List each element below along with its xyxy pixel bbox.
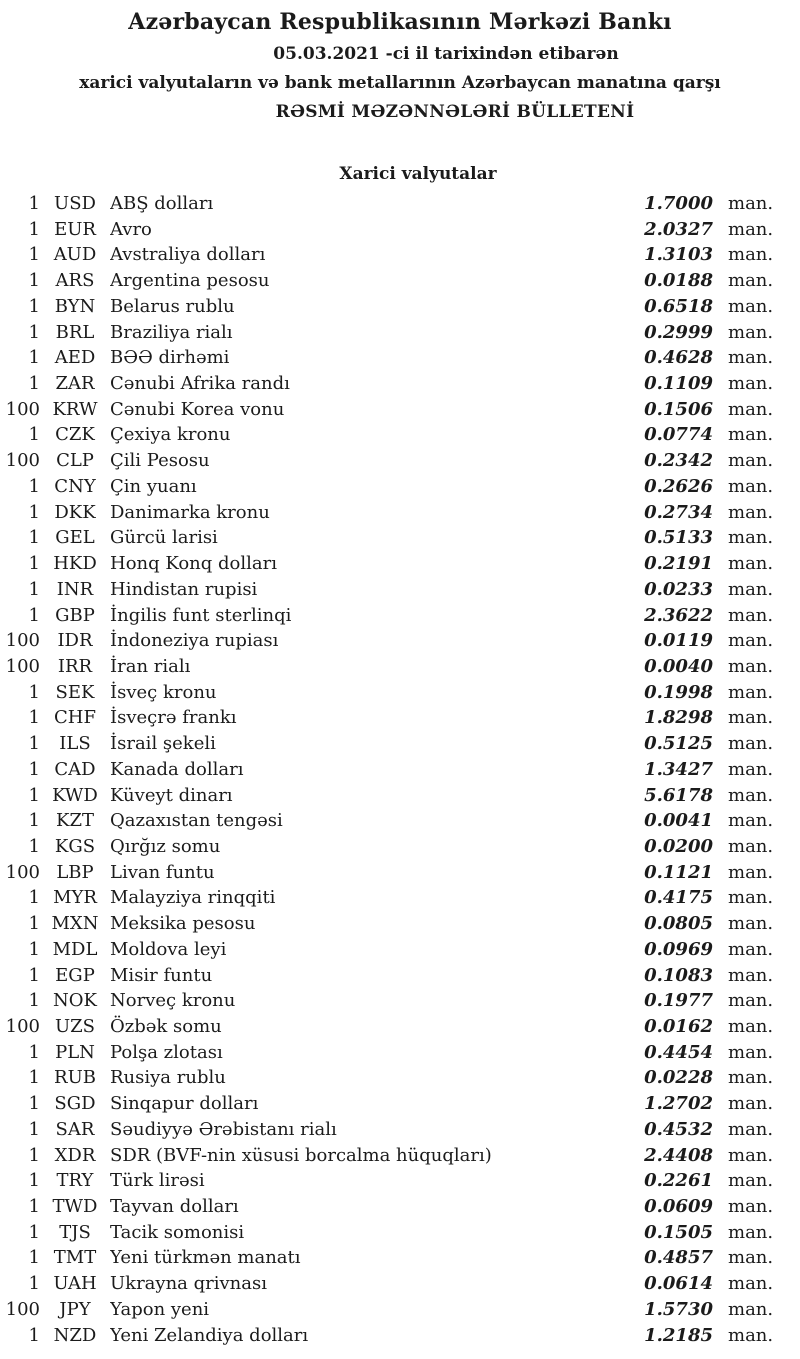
currency-code: MDL xyxy=(52,938,98,960)
exchange-rate: 0.0609 xyxy=(644,1196,713,1218)
nominal-amount: 1 xyxy=(28,475,40,497)
section-title-foreign-currencies: Xarici valyutalar xyxy=(339,164,497,184)
exchange-rate: 0.6518 xyxy=(644,295,713,317)
nominal-amount: 100 xyxy=(5,1298,40,1320)
currency-code: XDR xyxy=(54,1144,96,1166)
unit-label: man. xyxy=(728,450,774,472)
currency-name: Malayziya rinqqiti xyxy=(110,887,276,909)
nominal-amount: 1 xyxy=(28,1093,40,1115)
currency-name: Norveç kronu xyxy=(110,990,236,1012)
unit-label: man. xyxy=(728,1196,774,1218)
currency-row xyxy=(0,242,772,268)
nominal-amount: 1 xyxy=(28,1273,40,1295)
currency-name: İndoneziya rupiası xyxy=(110,630,279,652)
unit-label: man. xyxy=(728,1324,774,1346)
currency-code: IRR xyxy=(57,655,93,677)
currency-code: BYN xyxy=(54,295,96,317)
unit-label: man. xyxy=(728,938,774,960)
exchange-rate: 0.2626 xyxy=(644,475,713,497)
currency-row xyxy=(0,448,772,474)
nominal-amount: 1 xyxy=(28,347,40,369)
currency-row xyxy=(0,268,772,294)
bank-title: Azərbaycan Respublikasının Mərkəzi Bankı xyxy=(128,9,672,35)
exchange-rate: 0.2999 xyxy=(644,321,713,343)
nominal-amount: 1 xyxy=(28,835,40,857)
currency-code: TMT xyxy=(53,1247,97,1269)
currency-row xyxy=(0,1194,772,1220)
exchange-rate: 0.2342 xyxy=(644,450,713,472)
exchange-rate: 0.1998 xyxy=(644,681,713,703)
nominal-amount: 1 xyxy=(28,270,40,292)
currency-code: USD xyxy=(54,193,96,214)
exchange-rate: 0.4454 xyxy=(644,1041,713,1063)
nominal-amount: 1 xyxy=(28,1221,40,1243)
currency-row xyxy=(0,1040,772,1066)
unit-label: man. xyxy=(728,913,774,935)
currency-name: Argentina pesosu xyxy=(110,270,270,292)
currency-name: Çili Pesosu xyxy=(110,450,210,472)
unit-label: man. xyxy=(728,424,774,446)
currency-code: EGP xyxy=(55,964,95,986)
unit-label: man. xyxy=(728,373,774,395)
exchange-rate: 0.1506 xyxy=(644,398,713,420)
nominal-amount: 1 xyxy=(28,964,40,986)
exchange-rate: 2.4408 xyxy=(644,1144,713,1166)
exchange-rate: 1.8298 xyxy=(644,707,713,729)
rates-table xyxy=(0,191,772,1348)
unit-label: man. xyxy=(728,398,774,420)
currency-name: Danimarka kronu xyxy=(110,501,270,523)
currency-code: AUD xyxy=(53,244,97,266)
currency-name: Honq Konq dolları xyxy=(110,553,277,575)
currency-name: İran rialı xyxy=(110,655,191,677)
currency-code: SAR xyxy=(55,1118,95,1140)
currency-name: Səudiyyə Ərəbistanı rialı xyxy=(110,1118,337,1140)
unit-label: man. xyxy=(728,321,774,343)
currency-name: Sinqapur dolları xyxy=(110,1093,259,1115)
currency-row xyxy=(0,1245,772,1271)
exchange-rate: 0.4628 xyxy=(644,347,713,369)
currency-code: BRL xyxy=(55,321,95,343)
unit-label: man. xyxy=(728,1221,774,1243)
currency-name: Gürcü larisi xyxy=(110,527,218,549)
currency-code: ARS xyxy=(55,270,95,292)
nominal-amount: 1 xyxy=(28,321,40,343)
nominal-amount: 1 xyxy=(28,784,40,806)
currency-code: SEK xyxy=(55,681,95,703)
currency-name: İsveç kronu xyxy=(110,681,217,703)
currency-name: BƏƏ dirhəmi xyxy=(110,347,230,369)
currency-row xyxy=(0,937,772,963)
currency-row xyxy=(0,422,772,448)
exchange-rate: 0.0233 xyxy=(644,578,713,600)
nominal-amount: 1 xyxy=(28,1144,40,1166)
bulletin-header xyxy=(0,0,800,123)
currency-name: Türk lirəsi xyxy=(110,1170,205,1192)
currency-code: MXN xyxy=(51,913,99,935)
currency-row xyxy=(0,294,772,320)
currency-row xyxy=(0,1220,772,1246)
currency-code: CHF xyxy=(54,707,96,729)
nominal-amount: 1 xyxy=(28,990,40,1012)
unit-label: man. xyxy=(728,835,774,857)
currency-code: MYR xyxy=(53,887,97,909)
bulletin-title: RƏSMİ MƏZƏNNƏLƏRİ BÜLLETENİ xyxy=(275,102,635,122)
currency-row xyxy=(0,757,772,783)
nominal-amount: 1 xyxy=(28,604,40,626)
unit-label: man. xyxy=(728,707,774,729)
nominal-amount: 1 xyxy=(28,913,40,935)
exchange-rate: 0.0200 xyxy=(644,835,713,857)
nominal-amount: 100 xyxy=(5,630,40,652)
currency-row xyxy=(0,1271,772,1297)
currency-code: HKD xyxy=(53,553,97,575)
currency-code: KZT xyxy=(56,810,94,832)
unit-label: man. xyxy=(728,655,774,677)
currency-row xyxy=(0,834,772,860)
currency-name: Moldova leyi xyxy=(110,938,227,960)
currency-row xyxy=(0,577,772,603)
exchange-rate: 0.2261 xyxy=(644,1170,713,1192)
currency-name: Yapon yeni xyxy=(110,1298,210,1320)
unit-label: man. xyxy=(728,218,774,240)
exchange-rate: 0.0041 xyxy=(644,810,713,832)
exchange-rate: 1.2702 xyxy=(644,1093,713,1115)
currency-row xyxy=(0,474,772,500)
currency-name: Avstraliya dolları xyxy=(110,244,266,266)
currency-code: KWD xyxy=(52,784,98,806)
currency-name: Polşa zlotası xyxy=(110,1041,223,1063)
currency-name: Meksika pesosu xyxy=(110,913,256,935)
unit-label: man. xyxy=(728,578,774,600)
exchange-rate: 0.1109 xyxy=(644,373,713,395)
currency-row xyxy=(0,731,772,757)
currency-name: Avro xyxy=(110,218,152,240)
exchange-rate: 1.3103 xyxy=(644,244,713,266)
nominal-amount: 1 xyxy=(28,218,40,240)
exchange-rate: 0.5133 xyxy=(644,527,713,549)
currency-name: Hindistan rupisi xyxy=(110,578,258,600)
currency-code: GEL xyxy=(55,527,95,549)
currency-row xyxy=(0,1117,772,1143)
currency-row xyxy=(0,680,772,706)
exchange-rate: 5.6178 xyxy=(644,784,713,806)
nominal-amount: 1 xyxy=(28,887,40,909)
currency-name: SDR (BVF-nin xüsusi borcalma hüquqları) xyxy=(110,1144,492,1166)
unit-label: man. xyxy=(728,733,774,755)
exchange-rate: 0.0969 xyxy=(644,938,713,960)
exchange-rate: 0.0119 xyxy=(644,630,713,652)
exchange-rate: 0.2734 xyxy=(644,501,713,523)
currency-row xyxy=(0,963,772,989)
nominal-amount: 1 xyxy=(28,295,40,317)
currency-row xyxy=(0,911,772,937)
currency-name: İngilis funt sterlinqi xyxy=(110,604,292,626)
currency-name: ABŞ dolları xyxy=(110,193,214,214)
nominal-amount: 1 xyxy=(28,578,40,600)
nominal-amount: 1 xyxy=(28,1118,40,1140)
currency-code: JPY xyxy=(59,1298,91,1320)
nominal-amount: 1 xyxy=(28,810,40,832)
nominal-amount: 1 xyxy=(28,1247,40,1269)
unit-label: man. xyxy=(728,964,774,986)
exchange-rate: 2.3622 xyxy=(644,604,713,626)
nominal-amount: 1 xyxy=(28,681,40,703)
currency-code: LBP xyxy=(56,861,94,883)
unit-label: man. xyxy=(728,1298,774,1320)
currency-row xyxy=(0,320,772,346)
currency-name: Yeni türkmən manatı xyxy=(110,1247,301,1269)
exchange-rate: 0.5125 xyxy=(644,733,713,755)
currency-row xyxy=(0,808,772,834)
unit-label: man. xyxy=(728,1247,774,1269)
exchange-rate: 0.4857 xyxy=(644,1247,713,1269)
currency-code: EUR xyxy=(54,218,96,240)
currency-row xyxy=(0,1297,772,1323)
currency-row xyxy=(0,500,772,526)
unit-label: man. xyxy=(728,295,774,317)
currency-name: Özbək somu xyxy=(110,1016,222,1037)
exchange-rate: 0.0188 xyxy=(644,270,713,292)
currency-row xyxy=(0,885,772,911)
nominal-amount: 1 xyxy=(28,1170,40,1192)
currency-name: Ukrayna qrivnası xyxy=(110,1273,267,1295)
exchange-rate: 0.1083 xyxy=(644,964,713,986)
currency-row xyxy=(0,1143,772,1169)
unit-label: man. xyxy=(728,193,774,214)
nominal-amount: 1 xyxy=(28,1041,40,1063)
currency-name: Rusiya rublu xyxy=(110,1067,226,1089)
currency-name: Küveyt dinarı xyxy=(110,784,233,806)
currency-row xyxy=(0,603,772,629)
currency-code: TJS xyxy=(59,1221,91,1243)
currency-row xyxy=(0,525,772,551)
currency-code: PLN xyxy=(55,1041,95,1063)
currency-name: Braziliya rialı xyxy=(110,321,233,343)
exchange-rate: 0.4175 xyxy=(644,887,713,909)
unit-label: man. xyxy=(728,681,774,703)
nominal-amount: 100 xyxy=(5,861,40,883)
unit-label: man. xyxy=(728,1016,774,1037)
currency-code: CZK xyxy=(55,424,95,446)
currency-name: Çexiya kronu xyxy=(110,424,231,446)
nominal-amount: 1 xyxy=(28,1067,40,1089)
exchange-rate: 0.1977 xyxy=(644,990,713,1012)
currency-row xyxy=(0,705,772,731)
currency-row xyxy=(0,988,772,1014)
currency-row xyxy=(0,191,772,217)
currency-name: İsrail şekeli xyxy=(110,733,216,755)
currency-row xyxy=(0,860,772,886)
currency-row xyxy=(0,783,772,809)
currency-row xyxy=(0,1323,772,1349)
currency-code: IDR xyxy=(57,630,93,652)
currency-code: AED xyxy=(54,347,96,369)
exchange-rate: 0.0614 xyxy=(644,1273,713,1295)
nominal-amount: 100 xyxy=(5,450,40,472)
currency-row xyxy=(0,628,772,654)
unit-label: man. xyxy=(728,527,774,549)
currency-row xyxy=(0,1168,772,1194)
currency-code: TWD xyxy=(52,1196,98,1218)
currency-code: DKK xyxy=(54,501,96,523)
nominal-amount: 1 xyxy=(28,373,40,395)
exchange-rate: 1.7000 xyxy=(644,193,713,214)
exchange-rate: 0.0162 xyxy=(644,1016,713,1037)
unit-label: man. xyxy=(728,270,774,292)
unit-label: man. xyxy=(728,475,774,497)
unit-label: man. xyxy=(728,784,774,806)
currency-row xyxy=(0,551,772,577)
nominal-amount: 1 xyxy=(28,758,40,780)
exchange-rate: 1.5730 xyxy=(644,1298,713,1320)
currency-name: Belarus rublu xyxy=(110,295,235,317)
unit-label: man. xyxy=(728,1067,774,1089)
exchange-rate: 0.0040 xyxy=(644,655,713,677)
unit-label: man. xyxy=(728,990,774,1012)
unit-label: man. xyxy=(728,1273,774,1295)
currency-name: Tacik somonisi xyxy=(110,1221,245,1243)
exchange-rate: 0.1505 xyxy=(644,1221,713,1243)
nominal-amount: 1 xyxy=(28,1196,40,1218)
currency-row xyxy=(0,1065,772,1091)
nominal-amount: 1 xyxy=(28,707,40,729)
effective-date-line: 05.03.2021 -ci il tarixindən etibarən xyxy=(273,44,619,64)
currency-name: Misir funtu xyxy=(110,964,213,986)
currency-name: Tayvan dolları xyxy=(110,1196,239,1218)
currency-name: Qazaxıstan tengəsi xyxy=(110,810,283,832)
currency-row xyxy=(0,654,772,680)
exchange-rate: 1.3427 xyxy=(644,758,713,780)
unit-label: man. xyxy=(728,244,774,266)
unit-label: man. xyxy=(728,347,774,369)
currency-name: İsveçrə frankı xyxy=(110,707,237,729)
unit-label: man. xyxy=(728,630,774,652)
currency-row xyxy=(0,1014,772,1040)
currency-code: CAD xyxy=(54,758,96,780)
currency-code: KGS xyxy=(54,835,96,857)
nominal-amount: 1 xyxy=(28,244,40,266)
exchange-rate: 0.1121 xyxy=(644,861,713,883)
exchange-rate: 0.0805 xyxy=(644,913,713,935)
currency-name: Qırğız somu xyxy=(110,835,221,857)
unit-label: man. xyxy=(728,810,774,832)
currency-name: Kanada dolları xyxy=(110,758,244,780)
currency-row xyxy=(0,345,772,371)
currency-code: CLP xyxy=(56,450,94,472)
currency-row xyxy=(0,397,772,423)
currency-row xyxy=(0,217,772,243)
nominal-amount: 1 xyxy=(28,938,40,960)
nominal-amount: 1 xyxy=(28,733,40,755)
unit-label: man. xyxy=(728,604,774,626)
unit-label: man. xyxy=(728,501,774,523)
exchange-rate: 0.0774 xyxy=(644,424,713,446)
currency-code: GBP xyxy=(55,604,95,626)
unit-label: man. xyxy=(728,1144,774,1166)
nominal-amount: 100 xyxy=(5,655,40,677)
currency-code: UAH xyxy=(53,1273,97,1295)
unit-label: man. xyxy=(728,1041,774,1063)
unit-label: man. xyxy=(728,861,774,883)
nominal-amount: 100 xyxy=(5,398,40,420)
unit-label: man. xyxy=(728,887,774,909)
exchange-rate: 0.4532 xyxy=(644,1118,713,1140)
nominal-amount: 1 xyxy=(28,193,40,214)
currency-name: Cənubi Afrika randı xyxy=(110,373,290,395)
currency-row xyxy=(0,1091,772,1117)
currency-name: Cənubi Korea vonu xyxy=(110,398,285,420)
currency-name: Yeni Zelandiya dolları xyxy=(110,1324,309,1346)
unit-label: man. xyxy=(728,1093,774,1115)
nominal-amount: 1 xyxy=(28,424,40,446)
exchange-rate: 0.0228 xyxy=(644,1067,713,1089)
unit-label: man. xyxy=(728,1118,774,1140)
currency-code: KRW xyxy=(52,398,98,420)
nominal-amount: 1 xyxy=(28,1324,40,1346)
currency-code: TRY xyxy=(56,1170,94,1192)
currency-row xyxy=(0,371,772,397)
unit-label: man. xyxy=(728,1170,774,1192)
unit-label: man. xyxy=(728,758,774,780)
exchange-rate: 2.0327 xyxy=(644,218,713,240)
nominal-amount: 1 xyxy=(28,527,40,549)
currency-code: NZD xyxy=(53,1324,97,1346)
currency-name: Livan funtu xyxy=(110,861,215,883)
exchange-rate: 0.2191 xyxy=(644,553,713,575)
unit-label: man. xyxy=(728,553,774,575)
currency-code: SGD xyxy=(54,1093,96,1115)
nominal-amount: 1 xyxy=(28,553,40,575)
currency-code: UZS xyxy=(54,1016,95,1037)
currency-code: CNY xyxy=(54,475,96,497)
currency-code: NOK xyxy=(53,990,97,1012)
currency-code: ILS xyxy=(59,733,91,755)
currency-code: ZAR xyxy=(55,373,95,395)
subtitle-line: xarici valyutaların və bank metallarının Azərbaycan manatına qarşı xyxy=(79,73,721,93)
currency-code: RUB xyxy=(54,1067,96,1089)
currency-name: Çin yuanı xyxy=(110,475,197,497)
nominal-amount: 1 xyxy=(28,501,40,523)
currency-code: INR xyxy=(56,578,94,600)
exchange-rate: 1.2185 xyxy=(644,1324,713,1346)
nominal-amount: 100 xyxy=(5,1016,40,1037)
